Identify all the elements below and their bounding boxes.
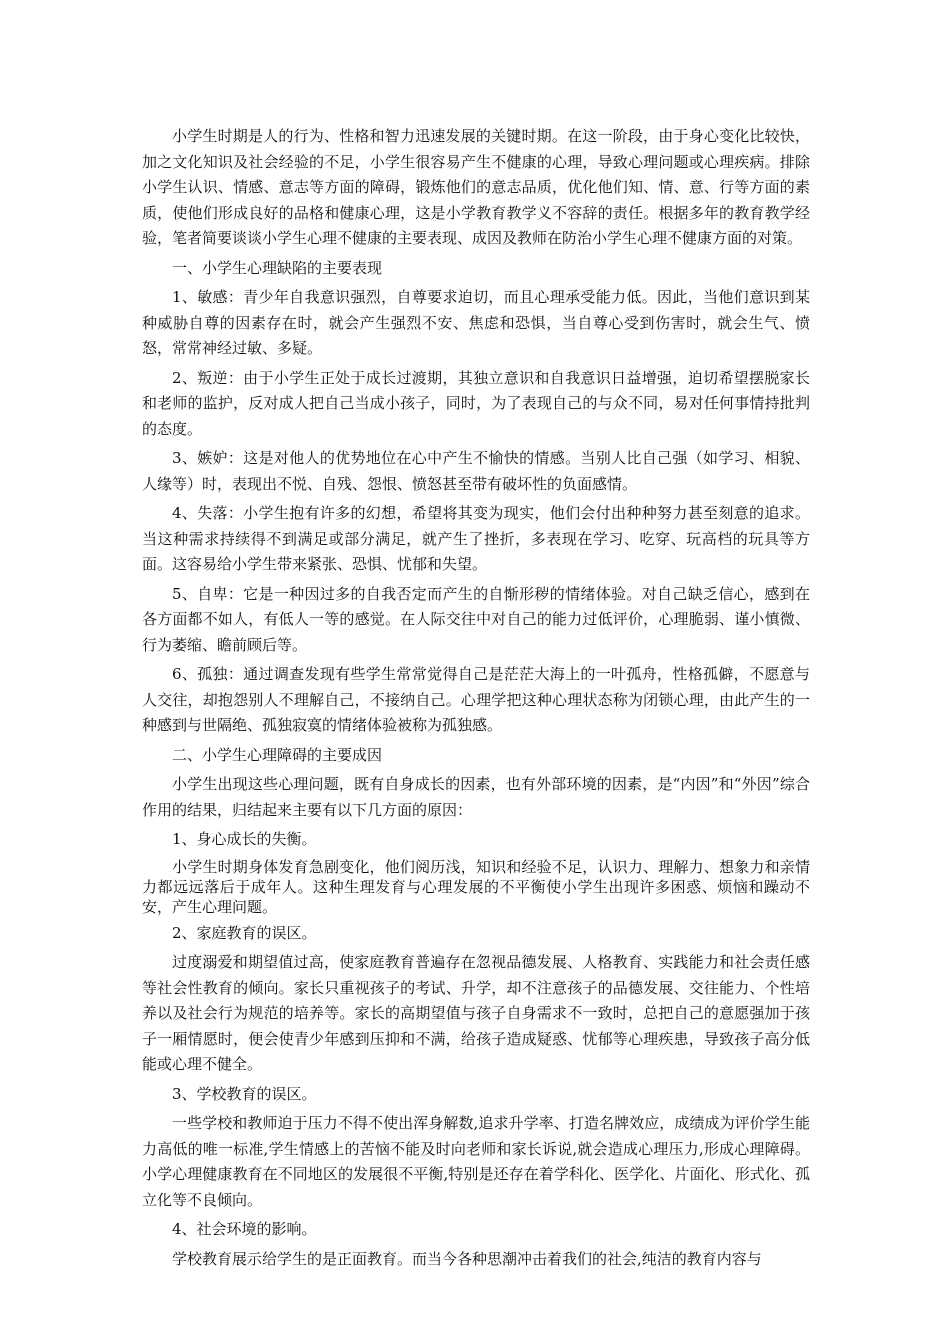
intro-paragraph: 小学生时期是人的行为、性格和智力迅速发展的关键时期。在这一阶段，由于身心变化比较快，加之文化知识及社会经验的不足，小学生很容易产生不健康的心理，导致心理问题或心理疾病。排除小学生认识、情感、意志等方面的障碍，锻炼他们的意志品质，优化他们知、情、意、行等方面的素质，使他们形成良好的品格和健康心理，这是小学教育教学义不容辞的责任。根据多年的教育教学经验，笔者简要谈谈小学生心理不健康的主要表现、成因及教师在防治小学生心理不健康方面的对策。	[142, 127, 810, 247]
item-inferiority: 5、自卑：它是一种因过多的自我否定而产生的自惭形秽的情绪体验。对自己缺乏信心，感到在各方面都不如人，有低人一等的感觉。在人际交往中对自己的能力过低评价，心理脆弱、谨小慎微、行为萎缩、瞻前顾后等。	[142, 584, 810, 654]
section-heading-1: 一、小学生心理缺陷的主要表现	[172, 258, 383, 277]
cause-heading-2: 2、家庭教育的误区。	[172, 923, 317, 942]
cause-body-4: 学校教育展示给学生的是正面教育。而当今各种思潮冲击着我们的社会,纯洁的教育内容与	[172, 1249, 762, 1268]
item-loneliness: 6、孤独：通过调查发现有些学生常常觉得自己是茫茫大海上的一叶孤舟，性格孤僻，不愿意与人交往，却抱怨别人不理解自己，不接纳自己。心理学把这种心理状态称为闭锁心理，由此产生的一种感到与世隔绝、孤独寂寞的情绪体验被称为孤独感。	[142, 665, 810, 734]
causes-intro: 小学生出现这些心理问题，既有自身成长的因素，也有外部环境的因素，是“内因”和“外因”综合作用的结果，归结起来主要有以下几方面的原因：	[142, 775, 810, 819]
cause-body-3: 一些学校和教师迫于压力不得不使出浑身解数,追求升学率、打造名牌效应，成绩成为评价学生能力高低的唯一标准,学生情感上的苦恼不能及时向老师和家长诉说,就会造成心理压力,形成心理障碍。小学心理健康教育在不同地区的发展很不平衡,特别是还存在着学科化、医学化、片面化、形式化、孤立化等不良倾向。	[142, 1114, 810, 1209]
item-jealousy: 3、嫉妒：这是对他人的优势地位在心中产生不愉快的情感。当别人比自己强（如学习、相貌、人缘等）时，表现出不悦、自残、怨恨、愤怒甚至带有破坏性的负面感情。	[142, 449, 810, 493]
cause-heading-3: 3、学校教育的误区。	[172, 1084, 317, 1103]
item-rebellion: 2、叛逆：由于小学生正处于成长过渡期，其独立意识和自我意识日益增强，迫切希望摆脱家长和老师的监护，反对成人把自己当成小孩子，同时，为了表现自己的与众不同，易对任何事情持批判的态度。	[142, 368, 810, 438]
cause-body-2: 过度溺爱和期望值过高，使家庭教育普遍存在忽视品德发展、人格教育、实践能力和社会责任感等社会性教育的倾向。家长只重视孩子的考试、升学，却不注意孩子的品德发展、交往能力、个性培养以及社会行为规范的培养等。家长的高期望值与孩子自身需求不一致时，总把自己的意愿强加于孩子一厢情愿时，便会使青少年感到压抑和不满，给孩子造成疑惑、忧郁等心理疾患，导致孩子高分低能或心理不健全。	[142, 953, 810, 1073]
cause-heading-1: 1、身心成长的失衡。	[172, 830, 317, 848]
item-loss: 4、失落：小学生抱有许多的幻想，希望将其变为现实，他们会付出种种努力甚至刻意的追求。当这种需求持续得不到满足或部分满足，就产生了挫折，多表现在学习、吃穿、玩高档的玩具等方面。这容易给小学生带来紧张、恐惧、忧郁和失望。	[142, 504, 810, 573]
cause-heading-4: 4、社会环境的影响。	[172, 1220, 317, 1238]
item-sensitivity: 1、敏感：青少年自我意识强烈，自尊要求迫切，而且心理承受能力低。因此，当他们意识到某种威胁自尊的因素存在时，就会产生强烈不安、焦虑和恐惧，当自尊心受到伤害时，就会生气、愤怒，常常神经过敏、多疑。	[142, 288, 810, 357]
cause-body-1: 小学生时期身体发育急剧变化，他们阅历浅，知识和经验不足，认识力、理解力、想象力和亲情力都远远落后于成年人。这种生理发育与心理发展的不平衡使小学生出现许多困惑、烦恼和躁动不安，产生心理问题。	[142, 857, 810, 916]
document-body	[142, 124, 810, 1276]
section-heading-2: 二、小学生心理障碍的主要成因	[172, 745, 383, 764]
